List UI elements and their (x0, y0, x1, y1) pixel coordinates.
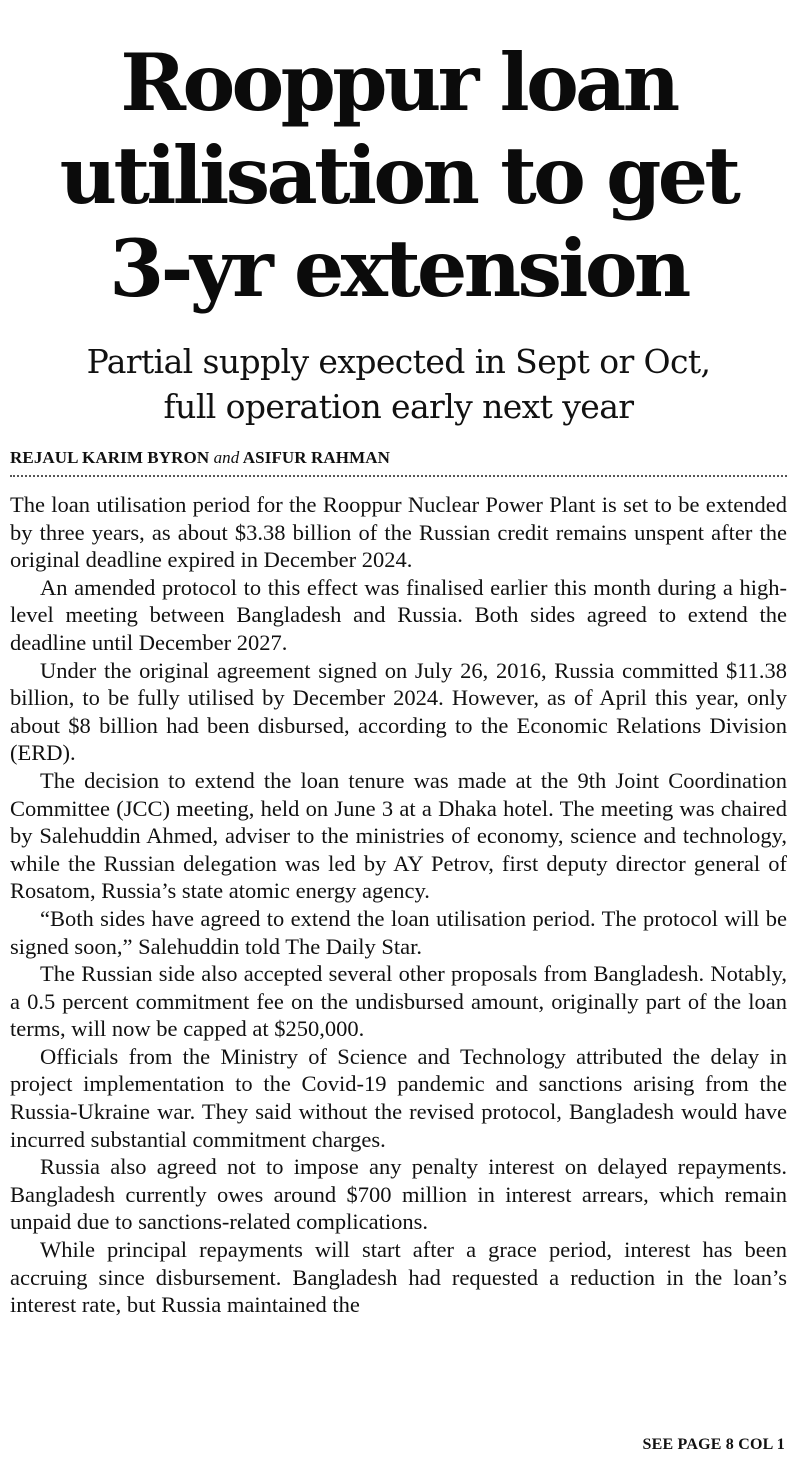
paragraph: The Russian side also accepted several other proposals from Bangladesh. Notably, a 0.5 percent commitment fee on the undisbursed amount, originally part of the loan terms, will now be capped at $250,000. (10, 961, 787, 1042)
subheadline-line: full operation early next year (163, 387, 634, 426)
byline-author-2: ASIFUR RAHMAN (242, 448, 391, 467)
article-body (10, 491, 787, 1319)
paragraph: An amended protocol to this effect was finalised earlier this month during a high-level meeting between Bangladesh and Russia. Both sides agreed to extend the deadline until December 2027. (10, 574, 787, 655)
paragraph: “Both sides have agreed to extend the loan utilisation period. The protocol will be signed soon,” Salehuddin told The Daily Star. (10, 905, 787, 959)
subheadline (10, 339, 787, 429)
paragraph: Officials from the Ministry of Science and Technology attributed the delay in project implementation to the Covid-19 pandemic and sanctions arising from the Russia-Ukraine war. They said without the revised protocol, Bangladesh would have incurred substantial commitment charges. (10, 1043, 787, 1152)
headline-line: Rooppur loan (120, 36, 677, 129)
headline (10, 0, 787, 315)
paragraph: Russia also agreed not to impose any penalty interest on delayed repayments. Bangladesh currently owes around $700 million in interest arrears, which remain unpaid due to sanctions-related complications. (10, 1154, 787, 1235)
subheadline-line: Partial supply expected in Sept or Oct, (86, 342, 711, 381)
paragraph: Under the original agreement signed on July 26, 2016, Russia committed $11.38 billion, to be fully utilised by December 2024. However, as of April this year, only about $8 billion had been disbursed, according to the Economic Relations Division (ERD). (10, 657, 787, 766)
paragraph: While principal repayments will start after a grace period, interest has been accruing since disbursement. Bangladesh had requested a reduction in the loan’s interest rate, but Russia maintained the (10, 1237, 787, 1318)
dotted-divider (10, 475, 787, 477)
paragraph: The decision to extend the loan tenure was made at the 9th Joint Coordination Committee (JCC) meeting, held on June 3 at a Dhaka hotel. The meeting was chaired by Salehuddin Ahmed, adviser to the ministries of economy, science and technology, while the Russian delegation was led by AY Petrov, first deputy director general of Rosatom, Russia’s state atomic energy agency. (10, 767, 787, 904)
paragraph: The loan utilisation period for the Rooppur Nuclear Power Plant is set to be extended by three years, as about $3.38 billion of the Russian credit remains unspent after the original deadline expired in December 2024. (10, 492, 787, 573)
byline (10, 445, 787, 471)
headline-line: 3-yr extension (109, 222, 688, 315)
continuation-jump: SEE PAGE 8 COL 1 (642, 1436, 785, 1453)
byline-joiner: and (213, 448, 240, 467)
headline-line: utilisation to get (59, 129, 738, 222)
byline-author-1: REJAUL KARIM BYRON (10, 448, 210, 467)
